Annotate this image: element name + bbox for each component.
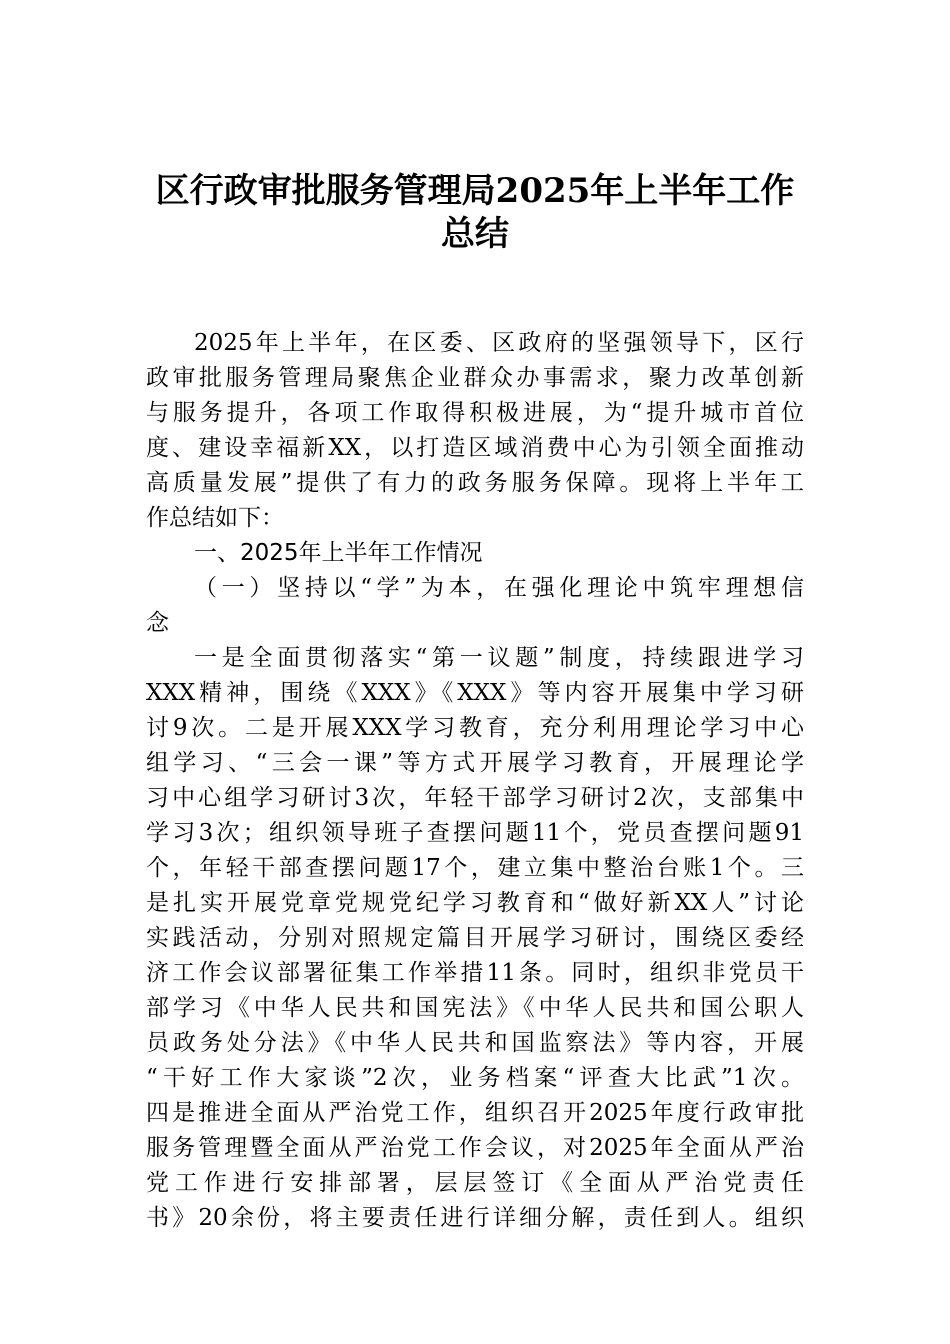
paragraph-line: 讨9次。二是开展XXX学习教育，充分利用理论学习中心: [146, 715, 804, 741]
paragraph-line: 济工作会议部署征集工作举措11条。同时，组织非党员干: [146, 960, 804, 986]
subsection-heading-cont: 念: [146, 610, 169, 636]
paragraph-line: 学习3次；组织领导班子查摆问题11个，党员查摆问题91: [146, 820, 804, 846]
paragraph-line: 一是全面贯彻落实“第一议题”制度，持续跟进学习: [194, 645, 804, 671]
paragraph-line: 服务管理暨全面从严治党工作会议，对2025年全面从严治: [146, 1135, 804, 1161]
paragraph-line: 书》20余份，将主要责任进行详细分解，责任到人。组织: [146, 1205, 804, 1231]
document-title-line-2: 总结: [441, 214, 509, 254]
paragraph-line: 是扎实开展党章党规党纪学习教育和“做好新XX人”讨论: [146, 890, 804, 916]
paragraph-line: 2025年上半年，在区委、区政府的坚强领导下，区行: [194, 330, 804, 356]
paragraph-line: 与服务提升，各项工作取得积极进展，为“提升城市首位: [146, 400, 804, 426]
paragraph-line: 高质量发展”提供了有力的政务服务保障。现将上半年工: [146, 470, 804, 496]
paragraph-line: 组学习、“三会一课”等方式开展学习教育，开展理论学: [146, 750, 804, 776]
paragraph-line: XXX精神，围绕《XXX》《XXX》等内容开展集中学习研: [146, 680, 804, 706]
paragraph-line: 度、建设幸福新XX，以打造区域消费中心为引领全面推动: [146, 435, 804, 461]
subsection-heading: （一）坚持以“学”为本，在强化理论中筑牢理想信: [194, 575, 804, 601]
paragraph-line: 作总结如下：: [146, 505, 284, 531]
paragraph-line: 实践活动，分别对照规定篇目开展学习研讨，围绕区委经: [146, 925, 804, 951]
paragraph-line: 个，年轻干部查摆问题17个，建立集中整治台账1个。三: [146, 855, 804, 881]
paragraph-line: “干好工作大家谈”2次，业务档案“评查大比武”1次。: [146, 1065, 804, 1091]
section-heading: 一、2025年上半年工作情况: [194, 540, 483, 566]
paragraph-line: 政审批服务管理局聚焦企业群众办事需求，聚力改革创新: [146, 365, 804, 391]
paragraph-line: 党工作进行安排部署，层层签订《全面从严治党责任: [146, 1170, 804, 1196]
paragraph-line: 习中心组学习研讨3次，年轻干部学习研讨2次，支部集中: [146, 785, 804, 811]
paragraph-line: 员政务处分法》《中华人民共和国监察法》等内容，开展: [146, 1030, 804, 1056]
document-title-line-1: 区行政审批服务管理局2025年上半年工作: [155, 171, 795, 211]
paragraph-line: 部学习《中华人民共和国宪法》《中华人民共和国公职人: [146, 995, 804, 1021]
paragraph-line: 四是推进全面从严治党工作，组织召开2025年度行政审批: [146, 1100, 804, 1126]
